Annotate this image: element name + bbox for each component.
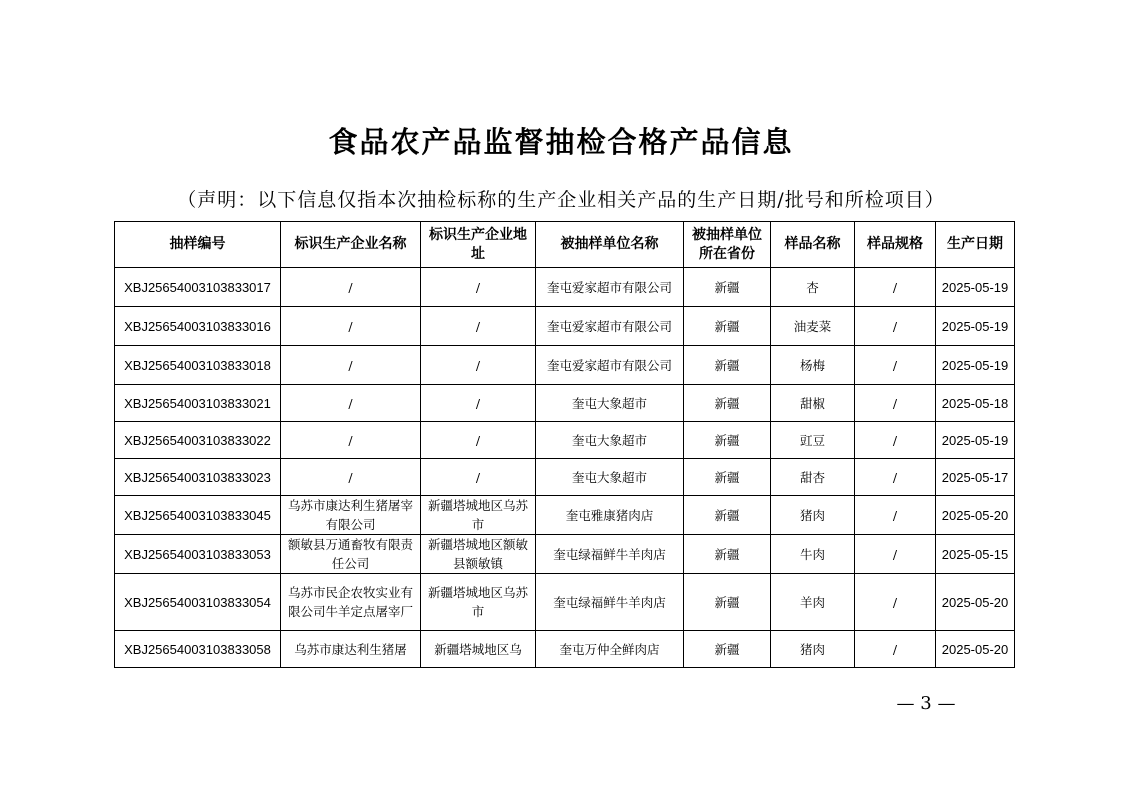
cell-manufacturer-address: / [421, 459, 536, 496]
header-sampled-unit-name: 被抽样单位名称 [536, 222, 684, 268]
disclaimer-statement: （声明：以下信息仅指本次抽检标称的生产企业相关产品的生产日期/批号和所检项目） [177, 189, 945, 211]
cell-manufacturer-name: 乌苏市民企农牧实业有限公司牛羊定点屠宰厂 [281, 574, 421, 631]
cell-province: 新疆 [684, 422, 771, 459]
cell-sample-code: XBJ25654003103833016 [115, 307, 281, 346]
table-header-row [115, 222, 1015, 268]
cell-production-date: 2025-05-20 [936, 496, 1015, 535]
cell-sample-spec: / [855, 346, 936, 385]
cell-sample-name: 猪肉 [771, 631, 855, 668]
cell-province: 新疆 [684, 459, 771, 496]
cell-manufacturer-name: / [281, 346, 421, 385]
cell-province: 新疆 [684, 385, 771, 422]
table-row [115, 307, 1015, 346]
cell-sampled-unit-name: 奎屯雅康猪肉店 [536, 496, 684, 535]
cell-province: 新疆 [684, 346, 771, 385]
cell-sample-name: 杨梅 [771, 346, 855, 385]
cell-manufacturer-name: / [281, 459, 421, 496]
cell-manufacturer-address: / [421, 346, 536, 385]
cell-sample-spec: / [855, 268, 936, 307]
cell-production-date: 2025-05-19 [936, 268, 1015, 307]
cell-sample-spec: / [855, 535, 936, 574]
cell-sample-name: 杏 [771, 268, 855, 307]
cell-province: 新疆 [684, 268, 771, 307]
header-sample-spec: 样品规格 [855, 222, 936, 268]
cell-manufacturer-address: / [421, 307, 536, 346]
cell-production-date: 2025-05-19 [936, 422, 1015, 459]
cell-sampled-unit-name: 奎屯大象超市 [536, 385, 684, 422]
cell-manufacturer-address: / [421, 422, 536, 459]
cell-manufacturer-address: 新疆塔城地区乌苏市 [421, 496, 536, 535]
cell-sampled-unit-name: 奎屯爱家超市有限公司 [536, 307, 684, 346]
cell-sampled-unit-name: 奎屯万仲全鲜肉店 [536, 631, 684, 668]
cell-production-date: 2025-05-19 [936, 346, 1015, 385]
cell-manufacturer-name: 额敏县万通畜牧有限责任公司 [281, 535, 421, 574]
cell-sample-spec: / [855, 496, 936, 535]
cell-sampled-unit-name: 奎屯爱家超市有限公司 [536, 268, 684, 307]
cell-province: 新疆 [684, 631, 771, 668]
cell-sampled-unit-name: 奎屯大象超市 [536, 422, 684, 459]
cell-sample-name: 甜椒 [771, 385, 855, 422]
table-row [115, 631, 1015, 668]
cell-sample-code: XBJ25654003103833045 [115, 496, 281, 535]
cell-province: 新疆 [684, 496, 771, 535]
cell-sampled-unit-name: 奎屯绿福鲜牛羊肉店 [536, 574, 684, 631]
table-row [115, 459, 1015, 496]
cell-province: 新疆 [684, 535, 771, 574]
cell-sample-spec: / [855, 574, 936, 631]
cell-sample-spec: / [855, 459, 936, 496]
table-row [115, 574, 1015, 631]
cell-manufacturer-address: 新疆塔城地区乌苏市 [421, 574, 536, 631]
cell-manufacturer-name: / [281, 422, 421, 459]
cell-sample-code: XBJ25654003103833021 [115, 385, 281, 422]
cell-production-date: 2025-05-15 [936, 535, 1015, 574]
header-sampled-unit-province: 被抽样单位所在省份 [684, 222, 771, 268]
header-sample-code: 抽样编号 [115, 222, 281, 268]
cell-sample-spec: / [855, 422, 936, 459]
cell-manufacturer-name: / [281, 268, 421, 307]
cell-production-date: 2025-05-20 [936, 574, 1015, 631]
cell-sample-code: XBJ25654003103833017 [115, 268, 281, 307]
cell-production-date: 2025-05-19 [936, 307, 1015, 346]
table-row [115, 496, 1015, 535]
cell-production-date: 2025-05-18 [936, 385, 1015, 422]
table-row [115, 422, 1015, 459]
table-row [115, 535, 1015, 574]
page-title: 食品农产品监督抽检合格产品信息 [328, 125, 794, 159]
cell-sample-name: 羊肉 [771, 574, 855, 631]
cell-sampled-unit-name: 奎屯大象超市 [536, 459, 684, 496]
cell-manufacturer-name: / [281, 385, 421, 422]
cell-sample-name: 猪肉 [771, 496, 855, 535]
table-row [115, 268, 1015, 307]
cell-manufacturer-address: 新疆塔城地区乌 [421, 631, 536, 668]
table-row [115, 385, 1015, 422]
cell-sample-spec: / [855, 385, 936, 422]
cell-production-date: 2025-05-17 [936, 459, 1015, 496]
header-production-date: 生产日期 [936, 222, 1015, 268]
cell-manufacturer-address: 新疆塔城地区额敏县额敏镇 [421, 535, 536, 574]
table-row [115, 346, 1015, 385]
header-manufacturer-name: 标识生产企业名称 [281, 222, 421, 268]
cell-sample-name: 甜杏 [771, 459, 855, 496]
cell-sample-spec: / [855, 631, 936, 668]
inspection-results-table [114, 221, 1015, 668]
cell-sample-code: XBJ25654003103833022 [115, 422, 281, 459]
cell-sample-code: XBJ25654003103833018 [115, 346, 281, 385]
cell-sampled-unit-name: 奎屯爱家超市有限公司 [536, 346, 684, 385]
cell-province: 新疆 [684, 574, 771, 631]
cell-sample-code: XBJ25654003103833058 [115, 631, 281, 668]
page-number: — 3 — [896, 693, 956, 714]
cell-sample-code: XBJ25654003103833054 [115, 574, 281, 631]
cell-manufacturer-name: / [281, 307, 421, 346]
cell-province: 新疆 [684, 307, 771, 346]
cell-sample-name: 牛肉 [771, 535, 855, 574]
cell-manufacturer-address: / [421, 385, 536, 422]
cell-manufacturer-name: 乌苏市康达利生猪屠 [281, 631, 421, 668]
cell-manufacturer-name: 乌苏市康达利生猪屠宰有限公司 [281, 496, 421, 535]
cell-manufacturer-address: / [421, 268, 536, 307]
cell-production-date: 2025-05-20 [936, 631, 1015, 668]
header-sample-name: 样品名称 [771, 222, 855, 268]
cell-sample-code: XBJ25654003103833023 [115, 459, 281, 496]
cell-sampled-unit-name: 奎屯绿福鲜牛羊肉店 [536, 535, 684, 574]
cell-sample-code: XBJ25654003103833053 [115, 535, 281, 574]
header-manufacturer-address: 标识生产企业地址 [421, 222, 536, 268]
cell-sample-name: 油麦菜 [771, 307, 855, 346]
cell-sample-spec: / [855, 307, 936, 346]
cell-sample-name: 豇豆 [771, 422, 855, 459]
